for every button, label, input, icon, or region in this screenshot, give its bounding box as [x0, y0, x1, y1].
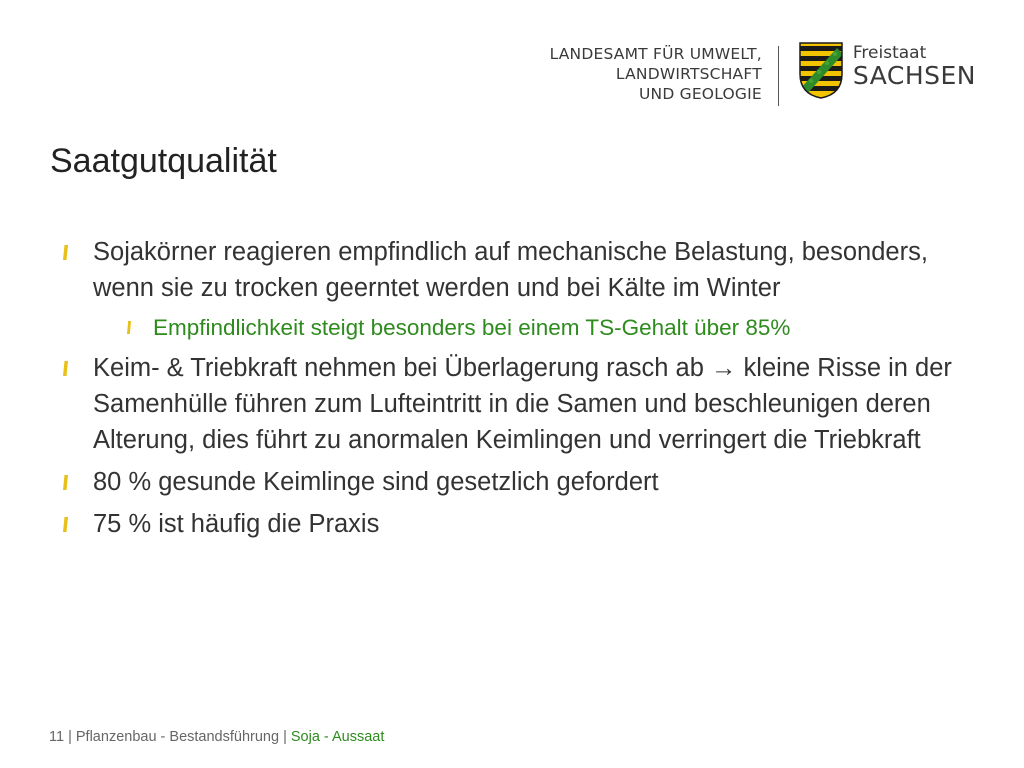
bullet-marker-icon [63, 245, 68, 260]
bullet-text: Keim- & Triebkraft nehmen bei Überlagerung rasch ab → kleine Risse in der Samenhülle führen zum Lufteintritt in die Samen und beschleunigen deren Alterung, dies führt zu anormalen Keimlingen und verringert die Triebkraft [93, 354, 952, 454]
bullet-marker-icon [63, 517, 68, 532]
agency-name [550, 40, 762, 104]
bullet-item [60, 234, 975, 306]
saxony-coat-of-arms-icon [797, 40, 845, 100]
slide-title: Saatgutqualität [50, 142, 277, 180]
bullet-list [60, 234, 975, 548]
sub-bullet-text: Empfindlichkeit steigt besonders bei einem TS-Gehalt über 85% [153, 315, 791, 340]
footer-separator: | [64, 729, 76, 745]
state-name [853, 40, 976, 89]
bullet-marker-icon [63, 361, 68, 376]
footer-section: Pflanzenbau - Bestandsführung [75, 729, 280, 745]
bullet-text: 80 % gesunde Keimlinge sind gesetzlich gefordert [93, 468, 659, 496]
footer-topic: Soja - Aussaat [290, 729, 385, 745]
sub-bullet-item [60, 312, 975, 344]
agency-name-line-1: LANDESAMT FÜR UMWELT, [549, 45, 762, 63]
state-name-line-2: SACHSEN [852, 61, 976, 90]
footer-separator: | [279, 729, 291, 745]
bullet-text: Sojakörner reagieren empfindlich auf mechanische Belastung, besonders, wenn sie zu trocken geerntet werden und bei Kälte im Winter [93, 238, 928, 302]
bullet-item [60, 350, 975, 458]
bullet-item [60, 506, 975, 542]
bullet-marker-icon [127, 321, 131, 334]
bullet-marker-icon [63, 475, 68, 490]
bullet-text: 75 % ist häufig die Praxis [93, 510, 380, 538]
agency-name-line-3: UND GEOLOGIE [639, 85, 762, 103]
logo-divider [778, 46, 779, 106]
agency-name-line-2: LANDWIRTSCHAFT [615, 65, 762, 83]
header-logo [550, 40, 976, 106]
state-name-line-1: Freistaat [852, 43, 927, 63]
slide-footer [49, 729, 384, 745]
page-number: 11 [49, 729, 65, 745]
bullet-item [60, 464, 975, 500]
